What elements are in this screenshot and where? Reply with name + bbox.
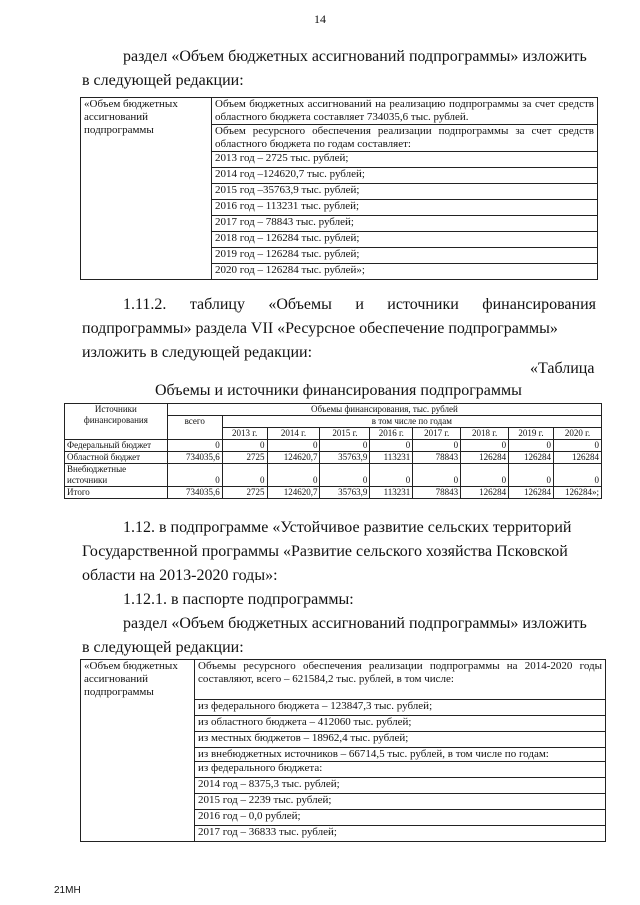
year-value: 0 (267, 440, 320, 452)
year-value: 126284 (509, 487, 554, 499)
table-row: из внебюджетных источников – 66714,5 тыс. рублей, в том числе по годам: (195, 747, 606, 761)
table-row: Объемы ресурсного обеспечения реализации подпрограммы на 2014-2020 годы составляют, всего – 621584,2 тыс. рублей, в том числе: (195, 660, 606, 700)
table-caption-label: «Таблица (530, 360, 595, 377)
year-value: 0 (222, 440, 267, 452)
year-value: 0 (370, 440, 413, 452)
table-label-cell: «Объем бюджетных ассигнований подпрограммы (81, 98, 212, 152)
paragraph-line: 1.11.2. таблицу «Объемы и источники финансирования (123, 296, 596, 313)
year-value: 0 (509, 440, 554, 452)
table-row: 2014 год –124620,7 тыс. рублей; (212, 168, 598, 184)
table-row: Объем ресурсного обеспечения реализации подпрограммы за счет средств областного бюджета по годам составляет: (212, 125, 598, 152)
paragraph-line: 1.12. в подпрограмме «Устойчивое развитие сельских территорий (123, 519, 572, 536)
year-value: 124620,7 (267, 487, 320, 499)
year-value: 0 (413, 440, 461, 452)
year-header: 2015 г. (320, 428, 370, 440)
year-value: 2725 (222, 452, 267, 464)
year-value: 78843 (413, 452, 461, 464)
paragraph-line: в следующей редакции: (82, 72, 244, 89)
year-header: 2014 г. (267, 428, 320, 440)
table-label-cell: «Объем бюджетных ассигнований подпрограммы (81, 660, 195, 700)
year-value: 0 (413, 464, 461, 487)
paragraph-line: раздел «Объем бюджетных ассигнований подпрограммы» изложить (123, 48, 587, 65)
source-name: Федеральный бюджет (65, 440, 168, 452)
year-value: 78843 (413, 487, 461, 499)
table-row: 2016 год – 113231 тыс. рублей; (212, 200, 598, 216)
table-row: 2019 год – 126284 тыс. рублей; (212, 248, 598, 264)
table-title: Объемы и источники финансирования подпрограммы (155, 382, 522, 399)
header-total: всего (167, 416, 222, 440)
year-value: 35763,9 (320, 487, 370, 499)
financing-table (64, 403, 602, 499)
year-value: 126284 (461, 487, 509, 499)
table-row: из местных бюджетов – 18962,4 тыс. рублей; (195, 731, 606, 747)
year-value: 124620,7 (267, 452, 320, 464)
year-header: 2013 г. (222, 428, 267, 440)
year-header: 2018 г. (461, 428, 509, 440)
year-value: 2725 (222, 487, 267, 499)
table-row (65, 487, 602, 499)
paragraph-line: раздел «Объем бюджетных ассигнований подпрограммы» изложить (123, 615, 587, 632)
year-value: 0 (222, 464, 267, 487)
table-row (65, 440, 602, 452)
year-value: 0 (461, 464, 509, 487)
year-value: 126284 (553, 452, 601, 464)
year-value: 0 (267, 464, 320, 487)
budget-table-2 (80, 659, 606, 842)
total-value: 0 (167, 464, 222, 487)
table-empty-cell (81, 152, 212, 280)
year-value: 0 (509, 464, 554, 487)
source-name: Итого (65, 487, 168, 499)
header-source: Источники финансирования (65, 404, 168, 440)
budget-table-1 (80, 97, 598, 280)
page-number: 14 (314, 12, 326, 26)
table-row (65, 464, 602, 487)
table-row: 2020 год – 126284 тыс. рублей»; (212, 264, 598, 280)
year-value: 126284 (461, 452, 509, 464)
table-row: Объем бюджетных ассигнований на реализацию подпрограммы за счет средств областного бюджета составляет 734035,6 тыс. рублей. (212, 98, 598, 125)
paragraph-line: изложить в следующей редакции: (82, 344, 313, 361)
year-value: 35763,9 (320, 452, 370, 464)
total-value: 734035,6 (167, 487, 222, 499)
table-row: 2017 год – 36833 тыс. рублей; (195, 825, 606, 841)
paragraph-line: 1.12.1. в паспорте подпрограммы: (123, 591, 354, 608)
year-value: 113231 (370, 487, 413, 499)
year-header: 2017 г. (413, 428, 461, 440)
table-row: из федерального бюджета – 123847,3 тыс. рублей; (195, 699, 606, 715)
table-empty-cell (81, 699, 195, 841)
year-value: 0 (553, 440, 601, 452)
year-value: 0 (320, 440, 370, 452)
year-value: 126284»; (553, 487, 601, 499)
year-header: 2019 г. (509, 428, 554, 440)
table-row: 2015 год –35763,9 тыс. рублей; (212, 184, 598, 200)
footer-code: 21МН (54, 885, 81, 896)
table-row: из федерального бюджета: (195, 761, 606, 777)
header-volume: Объемы финансирования, тыс. рублей (167, 404, 601, 416)
year-value: 0 (553, 464, 601, 487)
table-row: 2013 год – 2725 тыс. рублей; (212, 152, 598, 168)
year-value: 0 (461, 440, 509, 452)
year-value: 0 (370, 464, 413, 487)
table-row: 2018 год – 126284 тыс. рублей; (212, 232, 598, 248)
paragraph-line: подпрограммы» раздела VII «Ресурсное обеспечение подпрограммы» (82, 320, 558, 337)
table-row: 2016 год – 0,0 рублей; (195, 809, 606, 825)
paragraph-line: области на 2013-2020 годы»: (82, 567, 278, 584)
table-row: 2015 год – 2239 тыс. рублей; (195, 793, 606, 809)
table-row: 2014 год – 8375,3 тыс. рублей; (195, 777, 606, 793)
table-row: из областного бюджета – 412060 тыс. рублей; (195, 715, 606, 731)
table-row (65, 452, 602, 464)
table-row: 2017 год – 78843 тыс. рублей; (212, 216, 598, 232)
year-value: 126284 (509, 452, 554, 464)
paragraph-line: Государственной программы «Развитие сельского хозяйства Псковской (82, 543, 568, 560)
paragraph-line: в следующей редакции: (82, 639, 244, 656)
header-by-years: в том числе по годам (222, 416, 601, 428)
total-value: 0 (167, 440, 222, 452)
year-value: 113231 (370, 452, 413, 464)
total-value: 734035,6 (167, 452, 222, 464)
year-header: 2020 г. (553, 428, 601, 440)
year-header: 2016 г. (370, 428, 413, 440)
source-name: Внебюджетные источники (65, 464, 168, 487)
year-value: 0 (320, 464, 370, 487)
source-name: Областной бюджет (65, 452, 168, 464)
